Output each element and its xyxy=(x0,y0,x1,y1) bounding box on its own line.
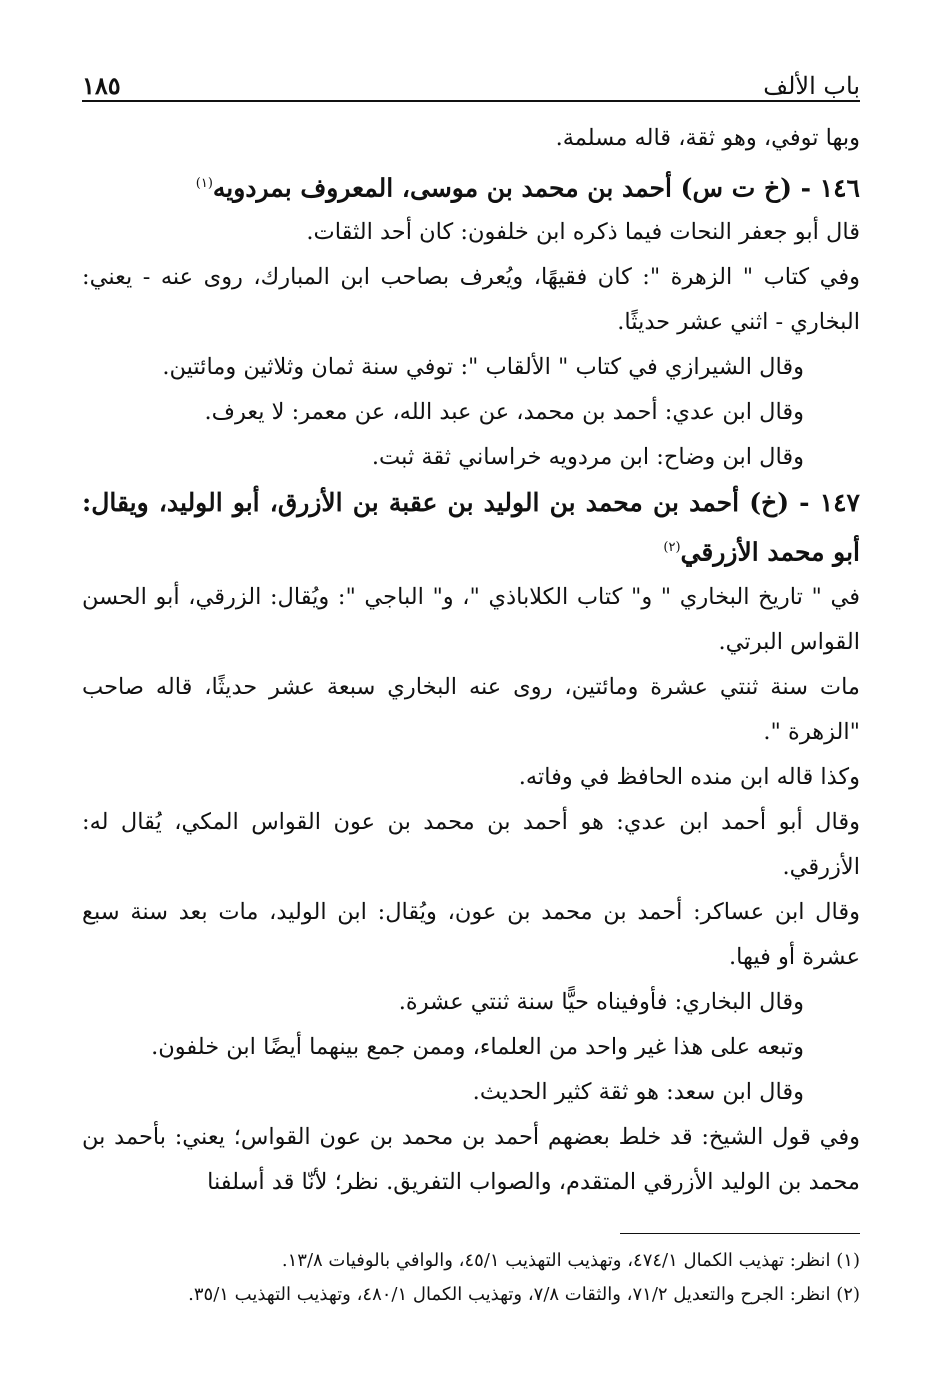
entry-heading-text: ١٤٦ - (خ ت س) أحمد بن محمد بن موسى، المعروف بمردويه xyxy=(212,173,860,203)
paragraph: وقال ابن سعد: هو ثقة كثير الحديث. xyxy=(472,1078,804,1105)
paragraph: وفي قول الشيخ: قد خلط بعضهم أحمد بن محمد بن عون القواس؛ يعني: بأحمد بن محمد بن الوليد الأزرقي المتقدم، والصواب التفريق. نظر؛ لأنّا قد أسلفنا xyxy=(82,1123,860,1195)
paragraph: وفي كتاب " الزهرة ": كان فقيهًا، ويُعرف بصاحب ابن المبارك، روى عنه - يعني: البخاري - اثني عشر حديثًا. xyxy=(82,264,860,336)
chapter-title: باب الألف xyxy=(763,72,860,100)
paragraph: مات سنة ثنتي عشرة ومائتين، روى عنه البخاري سبعة عشر حديثًا، قاله صاحب "الزهرة ". xyxy=(82,673,860,745)
paragraph: وقال البخاري: فأوفيناه حيًّا سنة ثنتي عشرة. xyxy=(398,988,804,1015)
footnote: (٢) انظر: الجرح والتعديل ٧١/٢، والثقات ٧/٨، وتهذيب الكمال ٤٨٠/١، وتهذيب التهذيب ٣٥/١. xyxy=(188,1283,860,1305)
footnote: (١) انظر: تهذيب الكمال ٤٧٤/١، وتهذيب التهذيب ٤٥/١، والوافي بالوفيات ١٣/٨. xyxy=(281,1249,860,1271)
page-number: ١٨٥ xyxy=(82,71,121,100)
main-text xyxy=(82,116,860,1205)
entry-heading-147 xyxy=(82,480,860,574)
paragraph: وقال ابن عدي: أحمد بن محمد، عن عبد الله، عن معمر: لا يعرف. xyxy=(204,399,804,426)
footnotes xyxy=(82,1244,860,1312)
paragraph: وتبعه على هذا غير واحد من العلماء، وممن جمع بينهما أيضًا ابن خلفون. xyxy=(151,1033,804,1060)
paragraph: وكذا قاله ابن منده الحافظ في وفاته. xyxy=(518,763,860,790)
entry-heading-text: ١٤٧ - (خ) أحمد بن محمد بن الوليد بن عقبة بن الأزرق، أبو الوليد، ويقال: أبو محمد الأزرقي xyxy=(82,488,860,567)
entry-heading-146 xyxy=(82,161,860,210)
footnote-separator xyxy=(620,1233,860,1234)
paragraph: وقال أبو أحمد ابن عدي: هو أحمد بن محمد بن عون القواس المكي، يُقال له: الأزرقي. xyxy=(82,808,860,880)
paragraph: قال أبو جعفر النحات فيما ذكره ابن خلفون: كان أحد الثقات. xyxy=(306,219,860,246)
paragraph: وبها توفي، وهو ثقة، قاله مسلمة. xyxy=(555,125,860,151)
running-header xyxy=(82,60,860,102)
paragraph: في " تاريخ البخاري " و" كتاب الكلاباذي "، و" الباجي ": ويُقال: الزرقي، أبو الحسن القواس البرتي. xyxy=(82,583,860,655)
book-page xyxy=(82,60,860,1312)
paragraph: وقال الشيرازي في كتاب " الألقاب ": توفي سنة ثمان وثلاثين ومائتين. xyxy=(162,354,804,381)
footnote-ref: (٢) xyxy=(663,540,681,556)
footnote-ref: (١) xyxy=(195,176,213,191)
paragraph: وقال ابن عساكر: أحمد بن محمد بن عون، ويُقال: ابن الوليد، مات بعد سنة سبع عشرة أو فيها. xyxy=(82,898,860,970)
paragraph: وقال ابن وضاح: ابن مردويه خراساني ثقة ثبت. xyxy=(371,444,804,471)
